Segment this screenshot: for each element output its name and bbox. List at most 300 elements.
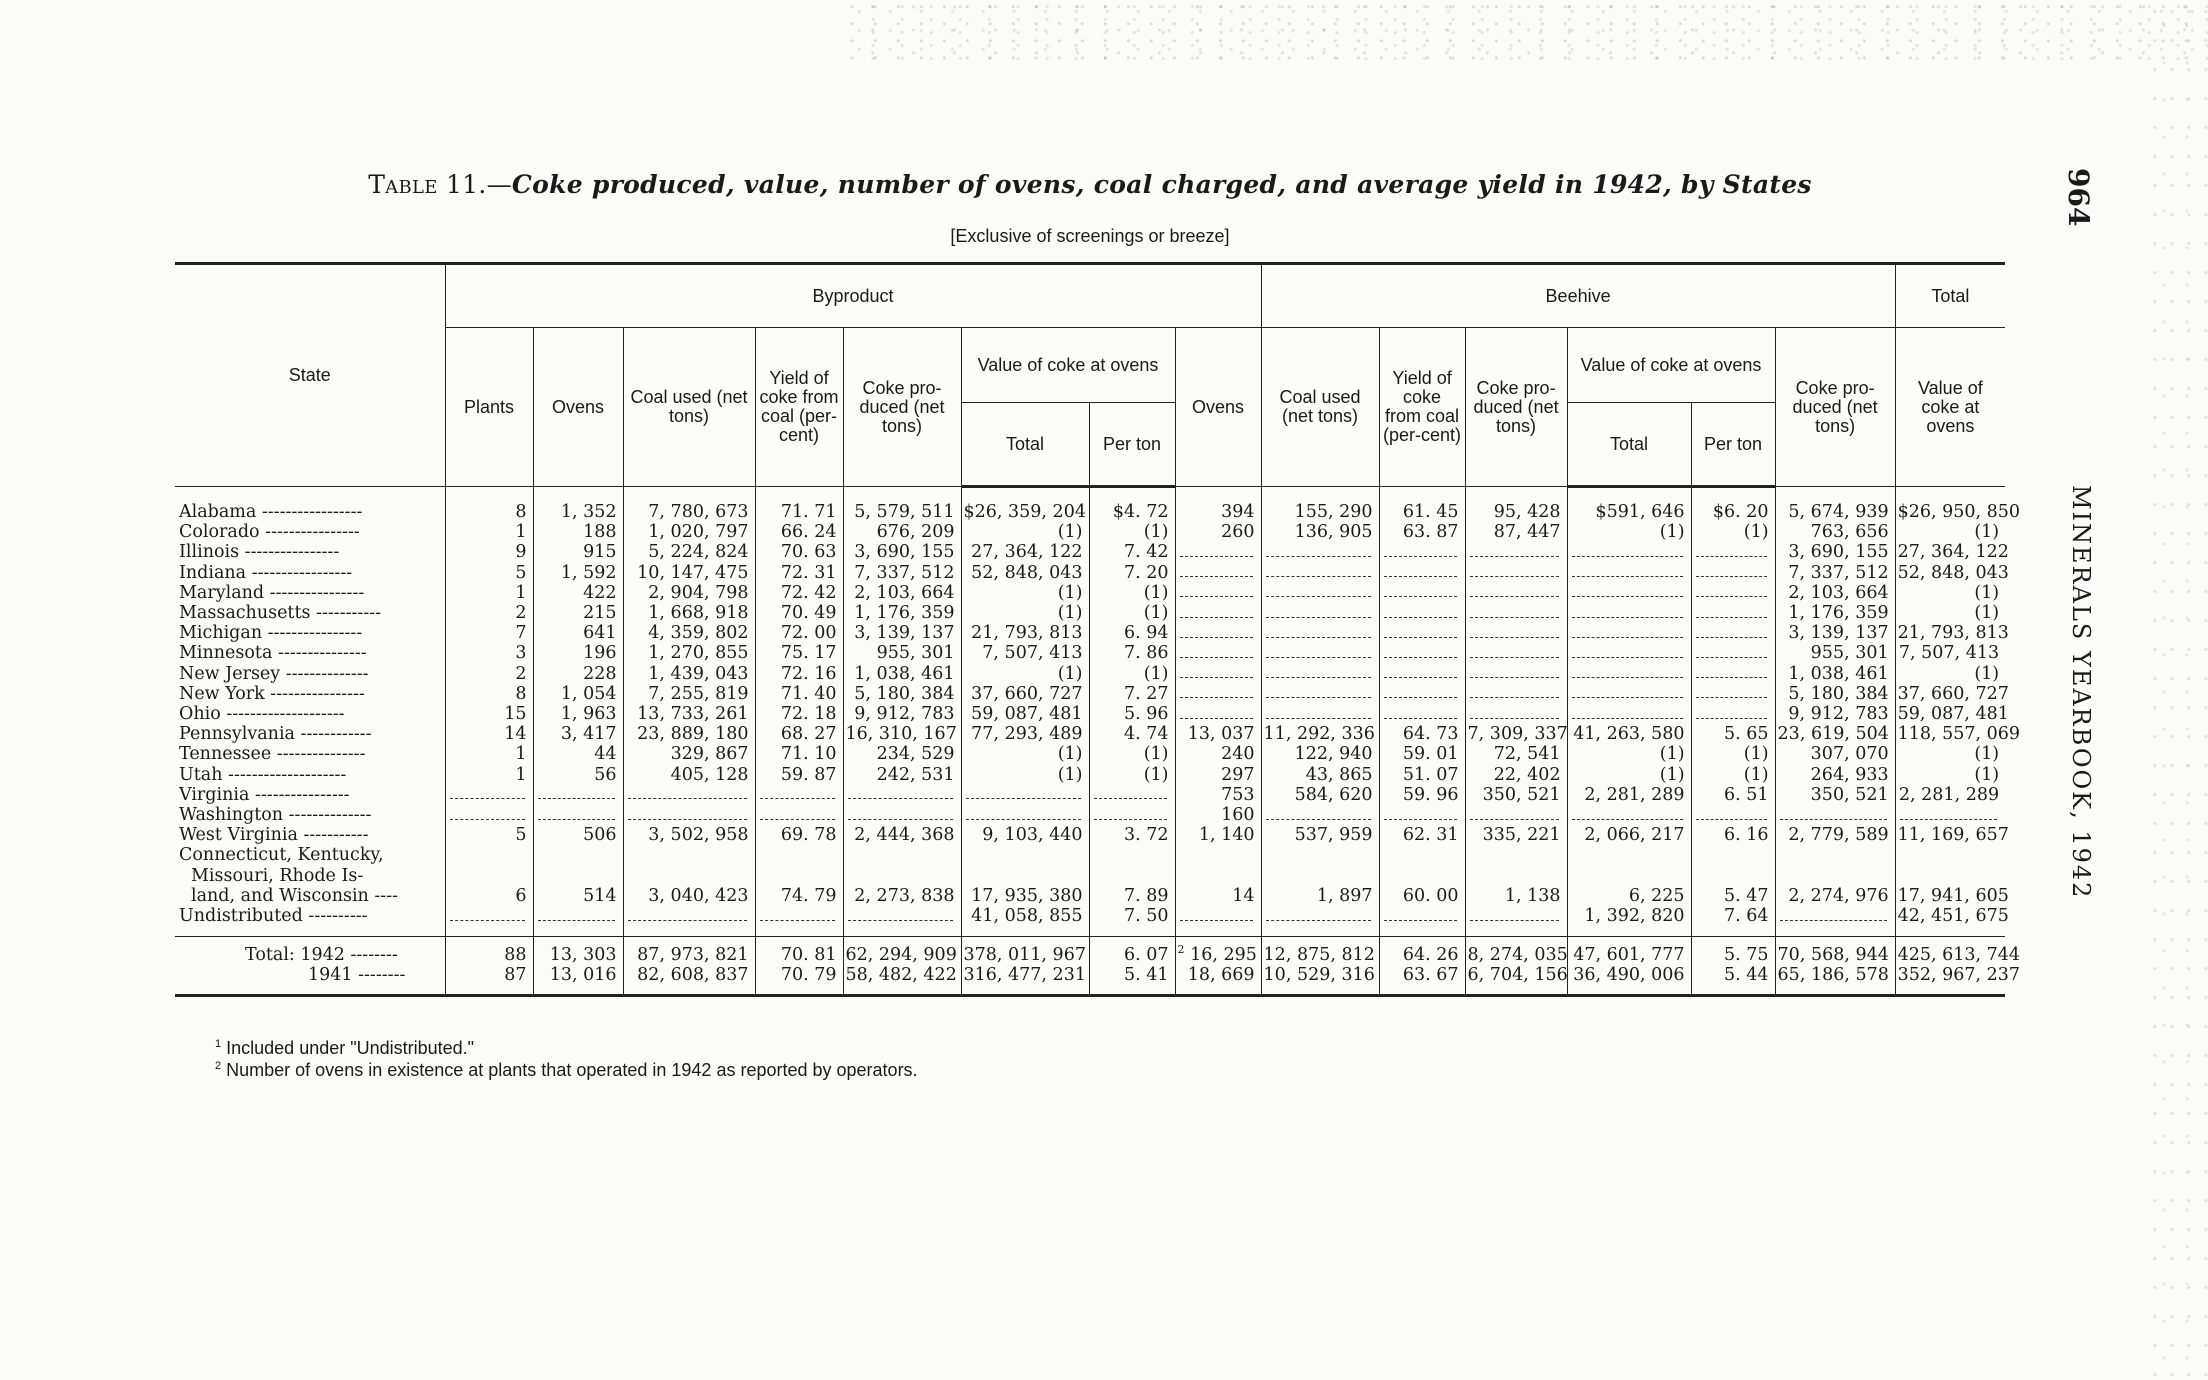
header-beehive-coke-produced: Coke pro-duced (net tons) (1465, 328, 1567, 487)
cell-bh-coal: 10, 529, 316 (1261, 965, 1379, 995)
cell-bh-per-ton: 5. 47 (1691, 886, 1775, 906)
dash-leader (1180, 548, 1253, 557)
footnote-ref: 2 (1177, 943, 1185, 957)
cell-bh-yield (1379, 805, 1465, 825)
cell-coke: 3, 139, 137 (843, 623, 961, 643)
dash-leader (1384, 669, 1457, 678)
cell-yield: 68. 27 (755, 724, 843, 744)
cell-plants: 15 (445, 704, 533, 724)
cell-t-value: 59, 087, 481 (1895, 704, 2005, 724)
cell-ovens: 641 (533, 623, 623, 643)
state-cell: New York ---------------- (179, 683, 365, 704)
cell-bh-coke: 6, 704, 156 (1465, 965, 1567, 995)
cell-t-coke: 955, 301 (1775, 643, 1895, 663)
cell-coal: 1, 270, 855 (623, 643, 755, 663)
table-row (175, 623, 2005, 643)
cell-ovens (533, 785, 623, 805)
cell-plants: 7 (445, 623, 533, 643)
state-cell: Indiana ----------------- (179, 562, 353, 583)
cell-t-value: 52, 848, 043 (1895, 563, 2005, 583)
cell-bh-value (1567, 603, 1691, 623)
cell-ovens: 196 (533, 643, 623, 663)
header-value-total: Total (961, 403, 1089, 487)
cell-value: 41, 058, 855 (961, 906, 1089, 937)
cell-coke: 2, 273, 838 (843, 886, 961, 906)
cell-ovens: 1, 054 (533, 684, 623, 704)
cell-coke (843, 845, 961, 865)
state-cell: Alabama ----------------- (179, 501, 363, 522)
cell-bh-yield (1379, 603, 1465, 623)
cell-bh-yield: 62. 31 (1379, 825, 1465, 845)
cell-t-coke: 70, 568, 944 (1775, 937, 1895, 966)
cell-value: 21, 793, 813 (961, 623, 1089, 643)
header-beehive: Beehive (1261, 264, 1895, 328)
dash-leader (1384, 568, 1457, 577)
cell-bh-ovens: 14 (1175, 886, 1261, 906)
cell-bh-ovens: 160 (1175, 805, 1261, 825)
state-cell: Virginia ---------------- (179, 784, 350, 805)
cell-bh-ovens (1175, 563, 1261, 583)
cell-bh-ovens (1175, 866, 1261, 886)
cell-bh-per-ton: (1) (1691, 744, 1775, 764)
cell-bh-coal: 12, 875, 812 (1261, 937, 1379, 966)
dash-leader (1266, 689, 1371, 698)
cell-bh-per-ton (1691, 603, 1775, 623)
cell-bh-per-ton (1691, 805, 1775, 825)
cell-per-ton: (1) (1089, 744, 1175, 764)
dash-leader (628, 790, 747, 799)
cell-bh-coal (1261, 906, 1379, 937)
dash-leader (1470, 629, 1559, 638)
cell-plants (445, 906, 533, 937)
cell-value: (1) (961, 664, 1089, 684)
cell-coke (843, 866, 961, 886)
table-row (175, 603, 2005, 623)
cell-coal: 4, 359, 802 (623, 623, 755, 643)
cell-coke (843, 906, 961, 937)
cell-value: 316, 477, 231 (961, 965, 1089, 995)
cell-per-ton (1089, 866, 1175, 886)
dash-leader (450, 790, 525, 799)
dash-leader (1266, 669, 1371, 678)
dash-leader (1572, 588, 1683, 597)
cell-t-value: 17, 941, 605 (1895, 886, 2005, 906)
cell-bh-value (1567, 664, 1691, 684)
cell-bh-yield: 64. 26 (1379, 937, 1465, 966)
cell-bh-coke (1465, 684, 1567, 704)
state-cell: Washington -------------- (179, 805, 372, 826)
cell-bh-coke: 335, 221 (1465, 825, 1567, 845)
dash-leader (1572, 710, 1683, 719)
dash-leader (1780, 912, 1887, 921)
cell-value: (1) (961, 744, 1089, 764)
dash-leader (1470, 548, 1559, 557)
cell-bh-value: 2, 281, 289 (1567, 785, 1691, 805)
cell-bh-per-ton (1691, 866, 1775, 886)
cell-yield: 72. 18 (755, 704, 843, 724)
cell-bh-ovens: 18, 669 (1175, 965, 1261, 995)
dash-leader (1696, 669, 1767, 678)
state-cell: Ohio -------------------- (179, 704, 345, 725)
cell-coal: 23, 889, 180 (623, 724, 755, 744)
cell-t-value: (1) (1895, 603, 2005, 623)
header-yield: Yield of coke from coal (per-cent) (755, 328, 843, 487)
cell-plants (445, 805, 533, 825)
cell-bh-coal (1261, 664, 1379, 684)
cell-per-ton (1089, 805, 1175, 825)
cell-per-ton: 7. 20 (1089, 563, 1175, 583)
cell-coke: 676, 209 (843, 522, 961, 542)
cell-per-ton (1089, 845, 1175, 865)
cell-bh-value: 2, 066, 217 (1567, 825, 1691, 845)
cell-bh-value (1567, 684, 1691, 704)
cell-ovens: 506 (533, 825, 623, 845)
cell-t-coke: 7, 337, 512 (1775, 563, 1895, 583)
cell-bh-per-ton: (1) (1691, 522, 1775, 542)
cell-value: 77, 293, 489 (961, 724, 1089, 744)
dash-leader (1384, 811, 1457, 820)
cell-bh-ovens (1175, 542, 1261, 562)
dash-leader (1900, 811, 1998, 820)
cell-bh-coke: 95, 428 (1465, 487, 1567, 523)
table-title (170, 170, 2010, 199)
header-beehive-value-total: Total (1567, 403, 1691, 487)
cell-coal: 405, 128 (623, 765, 755, 785)
dash-leader (1180, 689, 1253, 698)
cell-bh-value (1567, 866, 1691, 886)
header-beehive-per-ton: Per ton (1691, 403, 1775, 487)
dash-leader (760, 912, 835, 921)
header-coke-produced: Coke pro-duced (net tons) (843, 328, 961, 487)
cell-t-coke: 2, 274, 976 (1775, 886, 1895, 906)
cell-coal (623, 805, 755, 825)
cell-bh-ovens (1175, 603, 1261, 623)
cell-bh-per-ton: 5. 44 (1691, 965, 1775, 995)
dash-leader (450, 811, 525, 820)
dash-leader (538, 912, 615, 921)
cell-yield: 70. 79 (755, 965, 843, 995)
cell-ovens (533, 805, 623, 825)
cell-bh-yield (1379, 664, 1465, 684)
cell-value: 17, 935, 380 (961, 886, 1089, 906)
cell-yield: 71. 71 (755, 487, 843, 523)
cell-t-coke: 763, 656 (1775, 522, 1895, 542)
cell-per-ton: (1) (1089, 522, 1175, 542)
cell-value: 27, 364, 122 (961, 542, 1089, 562)
cell-bh-coke: 8, 274, 035 (1465, 937, 1567, 966)
state-cell: Pennsylvania ------------ (179, 724, 372, 745)
cell-t-coke: 264, 933 (1775, 765, 1895, 785)
cell-bh-ovens (1175, 583, 1261, 603)
cell-t-value: 27, 364, 122 (1895, 542, 2005, 562)
cell-plants (445, 785, 533, 805)
header-value-at-ovens: Value of coke at ovens (961, 328, 1175, 403)
cell-bh-yield (1379, 906, 1465, 937)
running-head: MINERALS YEARBOOK, 1942 (2067, 485, 2095, 900)
state-cell: Missouri, Rhode Is- (191, 865, 364, 886)
table-row (175, 765, 2005, 785)
footnote-2: $^2$ Number of ovens in existence at plants that operated in 1942 as reported by operators. (215, 1060, 918, 1080)
dash-leader (1470, 568, 1559, 577)
dash-leader (848, 811, 953, 820)
state-cell: Illinois ---------------- (179, 542, 340, 563)
cell-bh-value (1567, 805, 1691, 825)
cell-bh-coal: 43, 865 (1261, 765, 1379, 785)
cell-bh-yield: 51. 07 (1379, 765, 1465, 785)
state-cell: Connecticut, Kentucky, (179, 845, 384, 866)
cell-coke (843, 805, 961, 825)
cell-bh-per-ton (1691, 664, 1775, 684)
cell-per-ton: 5. 41 (1089, 965, 1175, 995)
cell-bh-coke: 350, 521 (1465, 785, 1567, 805)
state-cell: Total: 1942 -------- (175, 937, 445, 966)
cell-bh-per-ton: $6. 20 (1691, 487, 1775, 523)
cell-per-ton: 4. 74 (1089, 724, 1175, 744)
cell-plants (445, 845, 533, 865)
cell-t-value: 11, 169, 657 (1895, 825, 2005, 845)
cell-bh-value (1567, 563, 1691, 583)
cell-bh-value (1567, 583, 1691, 603)
cell-bh-value: (1) (1567, 744, 1691, 764)
cell-yield: 66. 24 (755, 522, 843, 542)
cell-ovens: 915 (533, 542, 623, 562)
dash-leader (760, 811, 835, 820)
cell-plants: 1 (445, 522, 533, 542)
cell-t-coke: 5, 674, 939 (1775, 487, 1895, 523)
cell-yield: 71. 10 (755, 744, 843, 764)
cell-bh-ovens: 394 (1175, 487, 1261, 523)
cell-coke: 62, 294, 909 (843, 937, 961, 966)
header-per-ton: Per ton (1089, 403, 1175, 487)
cell-bh-coke (1465, 643, 1567, 663)
cell-bh-yield (1379, 684, 1465, 704)
cell-yield: 75. 17 (755, 643, 843, 663)
cell-bh-yield (1379, 583, 1465, 603)
cell-yield: 69. 78 (755, 825, 843, 845)
cell-t-coke: 3, 139, 137 (1775, 623, 1895, 643)
cell-plants: 8 (445, 487, 533, 523)
cell-coke: 2, 444, 368 (843, 825, 961, 845)
cell-bh-per-ton (1691, 845, 1775, 865)
cell-bh-per-ton (1691, 704, 1775, 724)
cell-bh-value (1567, 704, 1691, 724)
dash-leader (1384, 629, 1457, 638)
dash-leader (1384, 710, 1457, 719)
cell-bh-yield: 59. 96 (1379, 785, 1465, 805)
table-row (175, 785, 2005, 805)
cell-t-coke: 307, 070 (1775, 744, 1895, 764)
dash-leader (966, 811, 1081, 820)
cell-bh-yield (1379, 563, 1465, 583)
cell-value: (1) (961, 522, 1089, 542)
cell-per-ton: 6. 94 (1089, 623, 1175, 643)
table-row (175, 643, 2005, 663)
cell-plants: 2 (445, 664, 533, 684)
dash-leader (1572, 811, 1683, 820)
dash-leader (538, 790, 615, 799)
header-beehive-value-at-ovens: Value of coke at ovens (1567, 328, 1775, 403)
cell-value: (1) (961, 603, 1089, 623)
cell-coal: 1, 439, 043 (623, 664, 755, 684)
cell-t-value: 37, 660, 727 (1895, 684, 2005, 704)
cell-bh-value: 41, 263, 580 (1567, 724, 1691, 744)
dash-leader (538, 811, 615, 820)
dash-leader (1384, 689, 1457, 698)
table-row (175, 684, 2005, 704)
cell-bh-per-ton: 7. 64 (1691, 906, 1775, 937)
table-row (175, 825, 2005, 845)
cell-per-ton: 6. 07 (1089, 937, 1175, 966)
cell-yield: 59. 87 (755, 765, 843, 785)
cell-bh-yield (1379, 542, 1465, 562)
dash-leader (1470, 811, 1559, 820)
cell-plants: 3 (445, 643, 533, 663)
table-row (175, 866, 2005, 886)
cell-t-coke: 9, 912, 783 (1775, 704, 1895, 724)
cell-bh-ovens (1175, 845, 1261, 865)
cell-bh-ovens (1175, 704, 1261, 724)
cell-ovens: 44 (533, 744, 623, 764)
cell-ovens (533, 866, 623, 886)
cell-coke: 955, 301 (843, 643, 961, 663)
header-coal-used: Coal used (net tons) (623, 328, 755, 487)
cell-t-coke: 2, 779, 589 (1775, 825, 1895, 845)
cell-value: 7, 507, 413 (961, 643, 1089, 663)
cell-bh-coke (1465, 845, 1567, 865)
cell-bh-value (1567, 643, 1691, 663)
cell-bh-coal: 584, 620 (1261, 785, 1379, 805)
dash-leader (1266, 649, 1371, 658)
cell-ovens: 188 (533, 522, 623, 542)
dash-leader (760, 790, 835, 799)
cell-bh-coal (1261, 542, 1379, 562)
cell-per-ton: 7. 50 (1089, 906, 1175, 937)
dash-leader (966, 790, 1081, 799)
header-beehive-ovens: Ovens (1175, 328, 1261, 487)
state-cell: Minnesota --------------- (179, 643, 367, 664)
cell-t-coke (1775, 845, 1895, 865)
cell-coke: 242, 531 (843, 765, 961, 785)
cell-bh-value: 1, 392, 820 (1567, 906, 1691, 937)
cell-bh-ovens: 297 (1175, 765, 1261, 785)
cell-coal: 87, 973, 821 (623, 937, 755, 966)
dash-leader (1696, 689, 1767, 698)
cell-value: (1) (961, 765, 1089, 785)
cell-per-ton: 7. 42 (1089, 542, 1175, 562)
cell-plants: 2 (445, 603, 533, 623)
cell-bh-yield: 61. 45 (1379, 487, 1465, 523)
cell-bh-coal (1261, 704, 1379, 724)
cell-coal (623, 866, 755, 886)
cell-coal: 13, 733, 261 (623, 704, 755, 724)
cell-bh-coal: 537, 959 (1261, 825, 1379, 845)
cell-per-ton: 5. 96 (1089, 704, 1175, 724)
header-state: State (175, 264, 445, 487)
footnote-1-text: Included under "Undistributed." (226, 1038, 475, 1058)
cell-per-ton: 7. 27 (1089, 684, 1175, 704)
cell-bh-per-ton (1691, 623, 1775, 643)
footnote-2-text: Number of ovens in existence at plants that operated in 1942 as reported by operators. (226, 1060, 918, 1080)
cell-bh-per-ton: 5. 65 (1691, 724, 1775, 744)
cell-value: 378, 011, 967 (961, 937, 1089, 966)
table-row (175, 664, 2005, 684)
cell-bh-coal: 136, 905 (1261, 522, 1379, 542)
table-row (175, 704, 2005, 724)
table-body (175, 487, 2021, 937)
cell-t-coke: 1, 176, 359 (1775, 603, 1895, 623)
cell-bh-coal: 1, 897 (1261, 886, 1379, 906)
cell-ovens: 514 (533, 886, 623, 906)
dash-leader (1384, 548, 1457, 557)
cell-ovens: 13, 303 (533, 937, 623, 966)
state-cell: Massachusetts ----------- (179, 603, 382, 624)
cell-t-coke: 23, 619, 504 (1775, 724, 1895, 744)
cell-plants: 1 (445, 583, 533, 603)
cell-t-coke (1775, 906, 1895, 937)
cell-coke: 7, 337, 512 (843, 563, 961, 583)
cell-ovens: 56 (533, 765, 623, 785)
dash-leader (1266, 912, 1371, 921)
dash-leader (1384, 912, 1457, 921)
cell-bh-coke: 7, 309, 337 (1465, 724, 1567, 744)
cell-bh-coal (1261, 866, 1379, 886)
dash-leader (1572, 629, 1683, 638)
dash-leader (1470, 649, 1559, 658)
dash-leader (848, 790, 953, 799)
dash-leader (1180, 629, 1253, 638)
header-beehive-coal-used: Coal used (net tons) (1261, 328, 1379, 487)
cell-bh-coke: 1, 138 (1465, 886, 1567, 906)
cell-bh-ovens: 13, 037 (1175, 724, 1261, 744)
cell-bh-coal: 122, 940 (1261, 744, 1379, 764)
cell-t-value: 425, 613, 744 (1895, 937, 2005, 966)
cell-plants (445, 866, 533, 886)
dash-leader (1266, 588, 1371, 597)
cell-coal: 3, 040, 423 (623, 886, 755, 906)
cell-bh-value: 36, 490, 006 (1567, 965, 1691, 995)
cell-bh-coal (1261, 603, 1379, 623)
cell-per-ton: (1) (1089, 765, 1175, 785)
cell-bh-coke (1465, 704, 1567, 724)
table-row (175, 724, 2005, 744)
dash-leader (450, 912, 525, 921)
cell-plants: 87 (445, 965, 533, 995)
cell-per-ton (1089, 785, 1175, 805)
dash-leader (1470, 588, 1559, 597)
cell-bh-value: $591, 646 (1567, 487, 1691, 523)
dash-leader (1696, 588, 1767, 597)
state-cell: Maryland ---------------- (179, 582, 365, 603)
header-byproduct: Byproduct (445, 264, 1261, 328)
cell-coal: 7, 255, 819 (623, 684, 755, 704)
cell-coal: 3, 502, 958 (623, 825, 755, 845)
dash-leader (1696, 649, 1767, 658)
cell-yield: 72. 16 (755, 664, 843, 684)
cell-t-coke: 2, 103, 664 (1775, 583, 1895, 603)
cell-bh-yield (1379, 623, 1465, 643)
dash-leader (1384, 649, 1457, 658)
cell-bh-coal (1261, 643, 1379, 663)
cell-t-value: (1) (1895, 744, 2005, 764)
cell-bh-per-ton (1691, 643, 1775, 663)
dash-leader (1180, 649, 1253, 658)
cell-plants: 8 (445, 684, 533, 704)
state-cell: Tennessee --------------- (179, 744, 366, 765)
cell-bh-value: (1) (1567, 522, 1691, 542)
header-total-coke-produced: Coke pro-duced (net tons) (1775, 328, 1895, 487)
state-cell: 1941 -------- (175, 965, 445, 995)
cell-bh-yield: 63. 67 (1379, 965, 1465, 995)
